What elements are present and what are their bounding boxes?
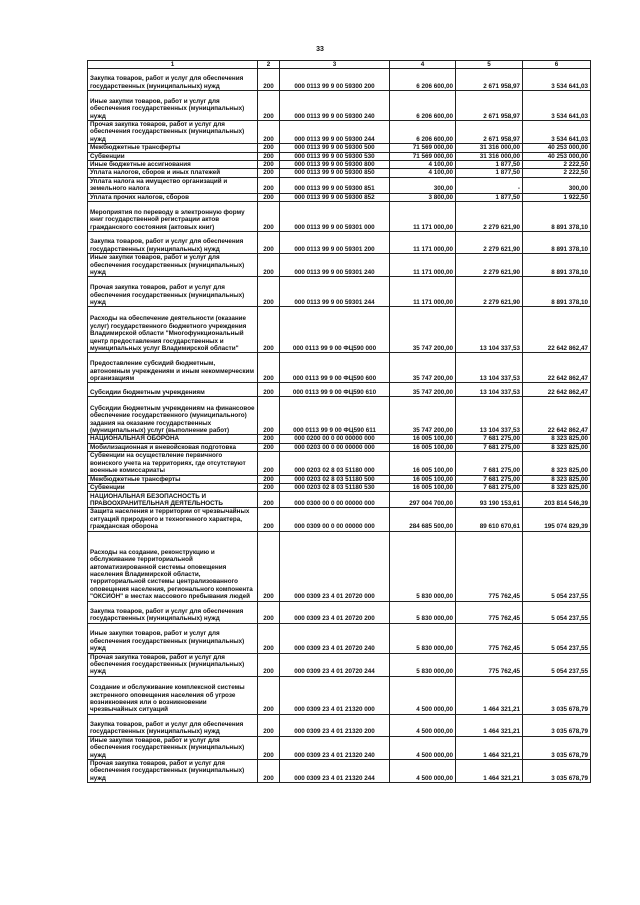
budget-code-cell: 000 0309 23 4 01 20720 240 (280, 623, 390, 653)
row-code-cell: 200 (258, 161, 280, 169)
executed-amount-cell: 13 104 337,53 (456, 383, 523, 397)
remaining-amount-cell: 8 891 378,10 (523, 277, 591, 307)
budget-code-cell: 000 0309 23 4 01 20720 200 (280, 601, 390, 623)
row-name-cell: Субвенции (88, 483, 258, 491)
table-body (88, 69, 591, 783)
table-row (88, 623, 591, 653)
table-row (88, 307, 591, 353)
row-code-cell: 200 (258, 736, 280, 759)
row-code-cell: 200 (258, 254, 280, 277)
budget-code-cell: 000 0309 23 4 01 21320 000 (280, 676, 390, 714)
budget-code-cell: 000 0113 99 9 00 59301 240 (280, 254, 390, 277)
budget-code-cell: 000 0200 00 0 00 00000 000 (280, 435, 390, 443)
row-name-cell: Закупка товаров, работ и услуг для обеспечения государственных (муниципальных) нужд (88, 69, 258, 91)
remaining-amount-cell: 3 035 678,79 (523, 676, 591, 714)
row-code-cell: 200 (258, 714, 280, 736)
row-name-cell: Межбюджетные трансферты (88, 144, 258, 152)
row-code-cell: 200 (258, 492, 280, 508)
table-row (88, 277, 591, 307)
row-code-cell: 200 (258, 483, 280, 491)
table-row (88, 202, 591, 232)
table-row (88, 169, 591, 177)
row-name-cell: НАЦИОНАЛЬНАЯ БЕЗОПАСНОСТЬ И ПРАВООХРАНИТЕЛЬНАЯ ДЕЯТЕЛЬНОСТЬ (88, 492, 258, 508)
row-code-cell: 200 (258, 307, 280, 353)
executed-amount-cell: 31 316 000,00 (456, 144, 523, 152)
row-name-cell: Расходы на обеспечение деятельности (оказание услуг) государственного бюджетного учреждения Владимирской области "Многофункциональный центр предоставления государственных и муниципальных услуг Владимирской области" (88, 307, 258, 353)
table-row (88, 232, 591, 254)
budget-code-cell: 000 0113 99 9 00 59300 240 (280, 91, 390, 121)
table-row (88, 483, 591, 491)
budget-code-cell: 000 0203 02 8 03 51180 500 (280, 475, 390, 483)
row-name-cell: Субсидии бюджетным учреждениям на финансовое обеспечение государственного (муниципального) задания на оказание государственных (муниципальных) услуг (выполнение работ) (88, 397, 258, 435)
row-code-cell: 200 (258, 676, 280, 714)
approved-amount-cell: 16 005 100,00 (390, 483, 456, 491)
budget-code-cell: 000 0309 00 0 00 00000 000 (280, 508, 390, 531)
remaining-amount-cell: 8 323 825,00 (523, 452, 591, 475)
executed-amount-cell: 7 681 275,00 (456, 475, 523, 483)
remaining-amount-cell: 8 891 378,10 (523, 232, 591, 254)
table-row (88, 508, 591, 531)
row-name-cell: Предоставление субсидий бюджетным, автономным учреждениям и иным некоммерческим организациям (88, 353, 258, 383)
row-code-cell: 200 (258, 353, 280, 383)
budget-code-cell: 000 0113 99 9 00 59300 500 (280, 144, 390, 152)
executed-amount-cell: - (456, 177, 523, 193)
table-row (88, 91, 591, 121)
table-row (88, 443, 591, 451)
approved-amount-cell: 71 569 000,00 (390, 152, 456, 160)
budget-code-cell: 000 0113 99 9 00 59301 244 (280, 277, 390, 307)
executed-amount-cell: 1 877,50 (456, 161, 523, 169)
approved-amount-cell: 4 100,00 (390, 169, 456, 177)
row-name-cell: Закупка товаров, работ и услуг для обеспечения государственных (муниципальных) нужд (88, 232, 258, 254)
executed-amount-cell: 1 464 321,21 (456, 676, 523, 714)
row-name-cell: Мероприятия по переводу в электронную форму книг государственной регистрации актов гражданского состояния (актовых книг) (88, 202, 258, 232)
remaining-amount-cell: 5 054 237,55 (523, 653, 591, 676)
row-name-cell: Межбюджетные трансферты (88, 475, 258, 483)
executed-amount-cell: 13 104 337,53 (456, 397, 523, 435)
budget-code-cell: 000 0309 23 4 01 20720 244 (280, 653, 390, 676)
table-row (88, 759, 591, 782)
approved-amount-cell: 16 005 100,00 (390, 452, 456, 475)
remaining-amount-cell: 3 534 641,03 (523, 69, 591, 91)
table-row (88, 177, 591, 193)
budget-code-cell: 000 0113 99 9 00 ФЦ590 000 (280, 307, 390, 353)
approved-amount-cell: 3 800,00 (390, 193, 456, 201)
remaining-amount-cell: 1 922,50 (523, 193, 591, 201)
row-code-cell: 200 (258, 601, 280, 623)
executed-amount-cell: 93 190 153,61 (456, 492, 523, 508)
row-name-cell: Мобилизационная и вневойсковая подготовка (88, 443, 258, 451)
row-name-cell: Иные закупки товаров, работ и услуг для обеспечения государственных (муниципальных) нужд (88, 91, 258, 121)
approved-amount-cell: 5 830 000,00 (390, 531, 456, 601)
row-code-cell: 200 (258, 177, 280, 193)
approved-amount-cell: 35 747 200,00 (390, 307, 456, 353)
remaining-amount-cell: 5 054 237,55 (523, 531, 591, 601)
approved-amount-cell: 300,00 (390, 177, 456, 193)
table-row (88, 601, 591, 623)
table-row (88, 653, 591, 676)
budget-code-cell: 000 0113 99 9 00 59301 000 (280, 202, 390, 232)
executed-amount-cell: 1 877,50 (456, 193, 523, 201)
approved-amount-cell: 5 830 000,00 (390, 653, 456, 676)
column-header: 3 (280, 61, 390, 69)
remaining-amount-cell: 40 253 000,00 (523, 144, 591, 152)
remaining-amount-cell: 2 222,50 (523, 169, 591, 177)
budget-code-cell: 000 0203 02 8 03 51180 530 (280, 483, 390, 491)
row-name-cell: Уплата налогов, сборов и иных платежей (88, 169, 258, 177)
executed-amount-cell: 2 279 621,90 (456, 202, 523, 232)
executed-amount-cell: 2 671 958,97 (456, 91, 523, 121)
approved-amount-cell: 16 005 100,00 (390, 475, 456, 483)
remaining-amount-cell: 5 054 237,55 (523, 601, 591, 623)
remaining-amount-cell: 8 323 825,00 (523, 475, 591, 483)
table-row (88, 492, 591, 508)
row-code-cell: 200 (258, 202, 280, 232)
table-row (88, 152, 591, 160)
row-name-cell: Иные закупки товаров, работ и услуг для обеспечения государственных (муниципальных) нужд (88, 623, 258, 653)
budget-code-cell: 000 0309 23 4 01 21320 200 (280, 714, 390, 736)
row-name-cell: Расходы на создание, реконструкцию и обслуживание территориальной автоматизированной системы оповещения населения Владимирской области, территориальной системы централизованного оповещения населения, регионального компонента "ОКСИОН" в местах массового пребывания людей (88, 531, 258, 601)
executed-amount-cell: 31 316 000,00 (456, 152, 523, 160)
row-code-cell: 200 (258, 277, 280, 307)
row-code-cell: 200 (258, 169, 280, 177)
budget-code-cell: 000 0113 99 9 00 ФЦ590 600 (280, 353, 390, 383)
table-row (88, 254, 591, 277)
row-name-cell: Прочая закупка товаров, работ и услуг для обеспечения государственных (муниципальных) нужд (88, 759, 258, 782)
budget-code-cell: 000 0203 02 8 03 51180 000 (280, 452, 390, 475)
approved-amount-cell: 284 685 500,00 (390, 508, 456, 531)
row-name-cell: Закупка товаров, работ и услуг для обеспечения государственных (муниципальных) нужд (88, 601, 258, 623)
approved-amount-cell: 6 206 600,00 (390, 121, 456, 144)
executed-amount-cell: 1 877,50 (456, 169, 523, 177)
row-code-cell: 200 (258, 508, 280, 531)
table-row (88, 383, 591, 397)
budget-code-cell: 000 0203 00 0 00 00000 000 (280, 443, 390, 451)
remaining-amount-cell: 203 814 546,39 (523, 492, 591, 508)
row-code-cell: 200 (258, 397, 280, 435)
row-name-cell: Прочая закупка товаров, работ и услуг для обеспечения государственных (муниципальных) нужд (88, 121, 258, 144)
approved-amount-cell: 5 830 000,00 (390, 601, 456, 623)
executed-amount-cell: 7 681 275,00 (456, 483, 523, 491)
budget-code-cell: 000 0113 99 9 00 59300 244 (280, 121, 390, 144)
row-code-cell: 200 (258, 383, 280, 397)
budget-code-cell: 000 0113 99 9 00 59300 850 (280, 169, 390, 177)
row-name-cell: Иные закупки товаров, работ и услуг для обеспечения государственных (муниципальных) нужд (88, 736, 258, 759)
approved-amount-cell: 35 747 200,00 (390, 383, 456, 397)
row-name-cell: Уплата прочих налогов, сборов (88, 193, 258, 201)
budget-code-cell: 000 0113 99 9 00 59300 530 (280, 152, 390, 160)
row-code-cell: 200 (258, 452, 280, 475)
row-name-cell: Иные закупки товаров, работ и услуг для обеспечения государственных (муниципальных) нужд (88, 254, 258, 277)
executed-amount-cell: 7 681 275,00 (456, 452, 523, 475)
row-code-cell: 200 (258, 435, 280, 443)
row-name-cell: Создание и обслуживание комплексной системы экстренного оповещения населения об угрозе возникновения или о возникновении чрезвычайных ситуаций (88, 676, 258, 714)
row-code-cell: 200 (258, 623, 280, 653)
row-name-cell: Иные бюджетные ассигнования (88, 161, 258, 169)
remaining-amount-cell: 8 323 825,00 (523, 435, 591, 443)
executed-amount-cell: 2 279 621,90 (456, 232, 523, 254)
approved-amount-cell: 5 830 000,00 (390, 623, 456, 653)
executed-amount-cell: 775 762,45 (456, 623, 523, 653)
column-header: 5 (456, 61, 523, 69)
budget-code-cell: 000 0300 00 0 00 00000 000 (280, 492, 390, 508)
table-row (88, 353, 591, 383)
remaining-amount-cell: 195 074 829,39 (523, 508, 591, 531)
table-row (88, 144, 591, 152)
remaining-amount-cell: 8 891 378,10 (523, 254, 591, 277)
column-header: 1 (88, 61, 258, 69)
table-row (88, 714, 591, 736)
row-code-cell: 200 (258, 653, 280, 676)
budget-code-cell: 000 0113 99 9 00 59300 852 (280, 193, 390, 201)
executed-amount-cell: 1 464 321,21 (456, 714, 523, 736)
budget-code-cell: 000 0113 99 9 00 ФЦ590 610 (280, 383, 390, 397)
approved-amount-cell: 71 569 000,00 (390, 144, 456, 152)
row-name-cell: Субсидии бюджетным учреждениям (88, 383, 258, 397)
row-code-cell: 200 (258, 91, 280, 121)
table-row (88, 452, 591, 475)
row-name-cell: Прочая закупка товаров, работ и услуг для обеспечения государственных (муниципальных) нужд (88, 277, 258, 307)
row-name-cell: Прочая закупка товаров, работ и услуг для обеспечения государственных (муниципальных) нужд (88, 653, 258, 676)
executed-amount-cell: 2 279 621,90 (456, 254, 523, 277)
approved-amount-cell: 16 005 100,00 (390, 435, 456, 443)
column-header: 6 (523, 61, 591, 69)
row-code-cell: 200 (258, 152, 280, 160)
approved-amount-cell: 16 005 100,00 (390, 443, 456, 451)
row-code-cell: 200 (258, 232, 280, 254)
table-row (88, 435, 591, 443)
remaining-amount-cell: 3 035 678,79 (523, 714, 591, 736)
row-code-cell: 200 (258, 759, 280, 782)
budget-code-cell: 000 0113 99 9 00 59300 851 (280, 177, 390, 193)
remaining-amount-cell: 3 534 641,03 (523, 121, 591, 144)
approved-amount-cell: 4 500 000,00 (390, 759, 456, 782)
approved-amount-cell: 35 747 200,00 (390, 353, 456, 383)
executed-amount-cell: 13 104 337,53 (456, 307, 523, 353)
budget-execution-table (87, 60, 591, 783)
remaining-amount-cell: 3 035 678,79 (523, 736, 591, 759)
budget-code-cell: 000 0309 23 4 01 20720 000 (280, 531, 390, 601)
column-header: 4 (390, 61, 456, 69)
table-row (88, 193, 591, 201)
table-row (88, 736, 591, 759)
executed-amount-cell: 2 671 958,97 (456, 69, 523, 91)
remaining-amount-cell: 3 534 641,03 (523, 91, 591, 121)
remaining-amount-cell: 2 222,50 (523, 161, 591, 169)
remaining-amount-cell: 3 035 678,79 (523, 759, 591, 782)
remaining-amount-cell: 22 642 862,47 (523, 307, 591, 353)
remaining-amount-cell: 5 054 237,55 (523, 623, 591, 653)
remaining-amount-cell: 40 253 000,00 (523, 152, 591, 160)
executed-amount-cell: 775 762,45 (456, 531, 523, 601)
row-name-cell: Субвенции (88, 152, 258, 160)
approved-amount-cell: 6 206 600,00 (390, 91, 456, 121)
row-code-cell: 200 (258, 475, 280, 483)
budget-code-cell: 000 0113 99 9 00 59301 200 (280, 232, 390, 254)
row-code-cell: 200 (258, 69, 280, 91)
approved-amount-cell: 4 100,00 (390, 161, 456, 169)
remaining-amount-cell: 22 642 862,47 (523, 397, 591, 435)
remaining-amount-cell: 8 891 378,10 (523, 202, 591, 232)
row-name-cell: Защита населения и территории от чрезвычайных ситуаций природного и техногенного характера, гражданская оборона (88, 508, 258, 531)
approved-amount-cell: 4 500 000,00 (390, 714, 456, 736)
approved-amount-cell: 297 004 700,00 (390, 492, 456, 508)
row-name-cell: Закупка товаров, работ и услуг для обеспечения государственных (муниципальных) нужд (88, 714, 258, 736)
remaining-amount-cell: 8 323 825,00 (523, 483, 591, 491)
approved-amount-cell: 4 500 000,00 (390, 676, 456, 714)
executed-amount-cell: 775 762,45 (456, 601, 523, 623)
executed-amount-cell: 7 681 275,00 (456, 443, 523, 451)
row-name-cell: НАЦИОНАЛЬНАЯ ОБОРОНА (88, 435, 258, 443)
remaining-amount-cell: 22 642 862,47 (523, 383, 591, 397)
executed-amount-cell: 2 671 958,97 (456, 121, 523, 144)
remaining-amount-cell: 8 323 825,00 (523, 443, 591, 451)
budget-code-cell: 000 0113 99 9 00 ФЦ590 611 (280, 397, 390, 435)
remaining-amount-cell: 22 642 862,47 (523, 353, 591, 383)
row-code-cell: 200 (258, 121, 280, 144)
table-row (88, 161, 591, 169)
approved-amount-cell: 11 171 000,00 (390, 254, 456, 277)
budget-code-cell: 000 0309 23 4 01 21320 240 (280, 736, 390, 759)
column-header: 2 (258, 61, 280, 69)
table-row (88, 676, 591, 714)
approved-amount-cell: 11 171 000,00 (390, 232, 456, 254)
table-row (88, 69, 591, 91)
approved-amount-cell: 11 171 000,00 (390, 277, 456, 307)
row-name-cell: Субвенции на осуществление первичного воинского учета на территориях, где отсутствуют военные комиссариаты (88, 452, 258, 475)
budget-code-cell: 000 0113 99 9 00 59300 200 (280, 69, 390, 91)
page-number: 33 (316, 46, 324, 53)
budget-code-cell: 000 0309 23 4 01 21320 244 (280, 759, 390, 782)
table-row (88, 121, 591, 144)
table-row (88, 475, 591, 483)
executed-amount-cell: 775 762,45 (456, 653, 523, 676)
executed-amount-cell: 1 464 321,21 (456, 759, 523, 782)
table-row (88, 397, 591, 435)
executed-amount-cell: 13 104 337,53 (456, 353, 523, 383)
executed-amount-cell: 1 464 321,21 (456, 736, 523, 759)
remaining-amount-cell: 300,00 (523, 177, 591, 193)
row-code-cell: 200 (258, 531, 280, 601)
approved-amount-cell: 11 171 000,00 (390, 202, 456, 232)
executed-amount-cell: 7 681 275,00 (456, 435, 523, 443)
table-header-row (88, 61, 591, 69)
approved-amount-cell: 35 747 200,00 (390, 397, 456, 435)
budget-code-cell: 000 0113 99 9 00 59300 800 (280, 161, 390, 169)
row-code-cell: 200 (258, 193, 280, 201)
approved-amount-cell: 6 206 600,00 (390, 69, 456, 91)
approved-amount-cell: 4 500 000,00 (390, 736, 456, 759)
table-row (88, 531, 591, 601)
executed-amount-cell: 89 610 670,61 (456, 508, 523, 531)
row-code-cell: 200 (258, 443, 280, 451)
row-code-cell: 200 (258, 144, 280, 152)
executed-amount-cell: 2 279 621,90 (456, 277, 523, 307)
row-name-cell: Уплата налога на имущество организаций и земельного налога (88, 177, 258, 193)
